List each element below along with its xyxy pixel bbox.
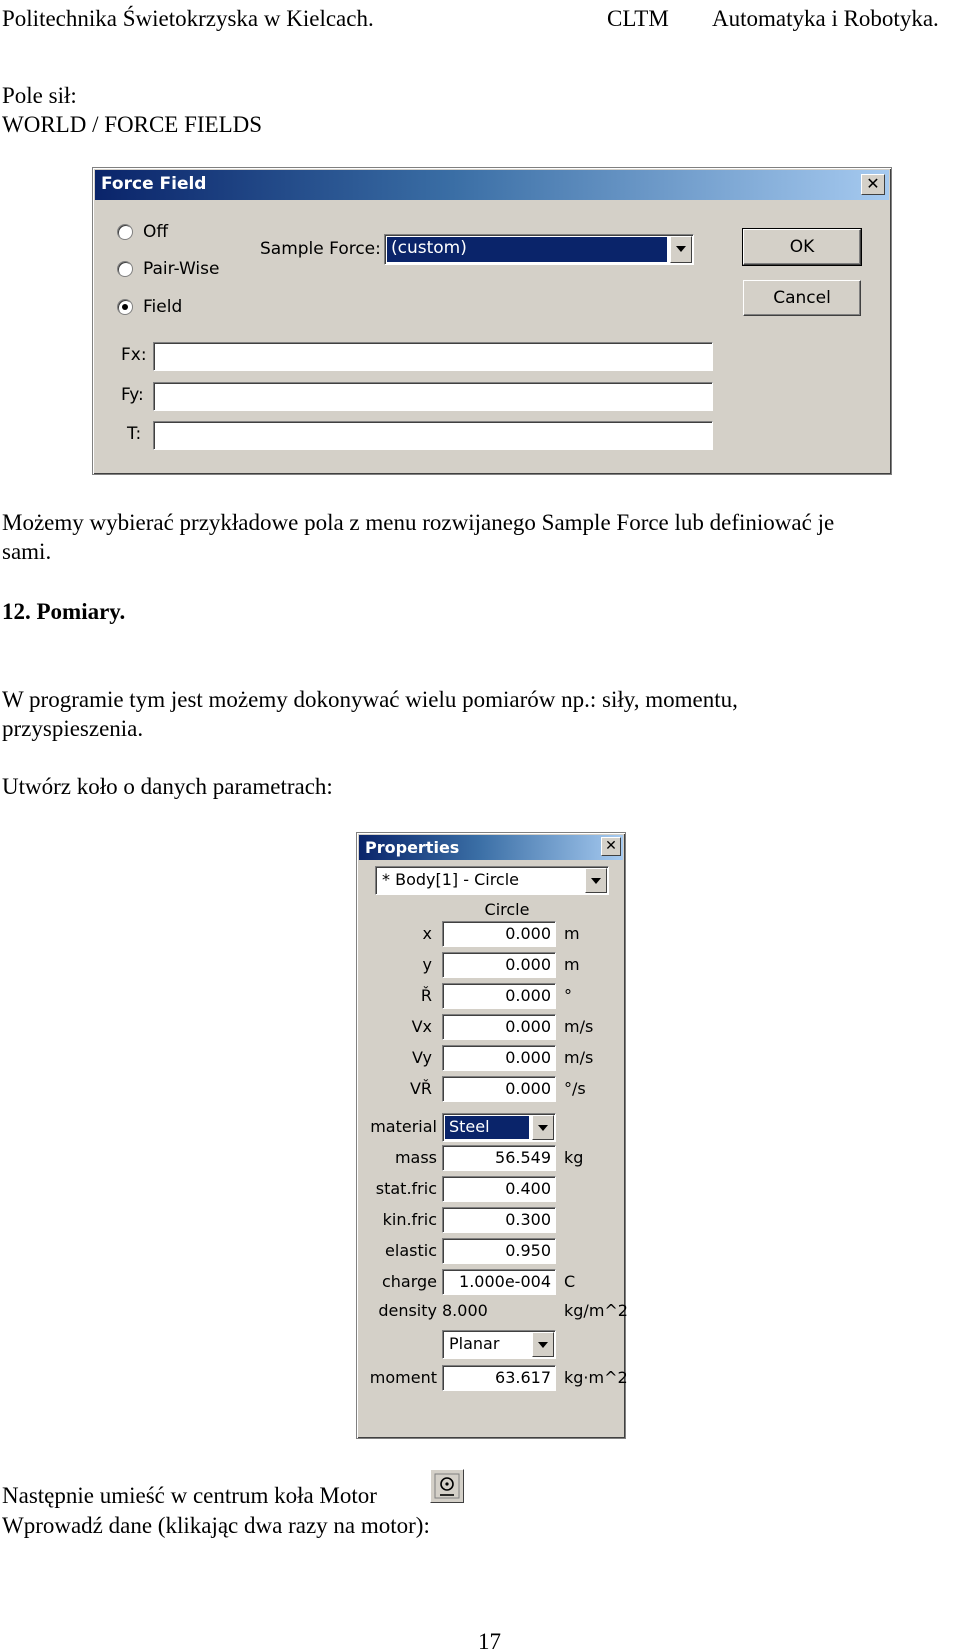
prop-field-moment[interactable]: 63.617	[442, 1365, 556, 1391]
prop-unit-moment: kg·m^2	[564, 1368, 628, 1387]
prop-field-elastic[interactable]: 0.950	[442, 1238, 556, 1264]
section-heading-pomiary: 12. Pomiary.	[2, 599, 126, 624]
prop-label-material: material	[370, 1117, 437, 1136]
intro-menu-path: WORLD / FORCE FIELDS	[2, 112, 263, 137]
radio-off-label: Off	[143, 222, 169, 242]
planar-value: Planar	[449, 1334, 500, 1353]
properties-title: Properties	[365, 838, 460, 857]
sample-force-select[interactable]	[384, 234, 694, 265]
material-select[interactable]	[442, 1113, 556, 1142]
prop-label-mass: mass	[394, 1148, 437, 1167]
page-number: 17	[478, 1629, 501, 1652]
intro-force-field-label: Pole sił:	[2, 83, 77, 108]
paragraph-measurements-line1: W programie tym jest możemy dokonywać wielu pomiarów np.: siły, momentu,	[2, 687, 738, 712]
prop-unit-charge: C	[564, 1272, 576, 1291]
cancel-button[interactable]: Cancel	[743, 280, 861, 316]
fx-label: Fx:	[121, 345, 147, 365]
radio-field-label: Field	[143, 297, 183, 317]
force-field-dialog	[92, 167, 892, 475]
prop-label-density: density	[378, 1301, 437, 1320]
properties-panel	[356, 832, 626, 1439]
prop-unit-angle: °	[564, 986, 572, 1005]
prop-field-angular-velocity[interactable]: 0.000	[442, 1076, 556, 1102]
prop-field-angle[interactable]: 0.000	[442, 983, 556, 1009]
chevron-down-icon[interactable]	[670, 236, 692, 263]
close-icon[interactable]: ✕	[861, 174, 885, 195]
sample-force-label: Sample Force:	[260, 239, 381, 259]
prop-label-angular-velocity: VŘ	[409, 1079, 432, 1098]
properties-titlebar	[359, 835, 623, 860]
body-select[interactable]	[375, 866, 609, 895]
radio-pairwise[interactable]	[117, 261, 133, 277]
prop-unit-density: kg/m^2	[564, 1301, 628, 1320]
prop-unit-y: m	[564, 955, 580, 974]
paragraph-motor-line1	[2, 1481, 442, 1510]
header-cltm: CLTM	[607, 6, 669, 31]
prop-unit-x: m	[564, 924, 580, 943]
prop-label-y: y	[422, 955, 432, 974]
material-value: Steel	[445, 1116, 529, 1139]
chevron-down-icon[interactable]	[532, 1332, 554, 1357]
prop-label-stat-fric: stat.fric	[375, 1179, 437, 1198]
t-label: T:	[127, 424, 142, 444]
paragraph-create-circle: Utwórz koło o danych parametrach:	[2, 774, 333, 799]
prop-field-y[interactable]: 0.000	[442, 952, 556, 978]
prop-unit-angular-velocity: °/s	[564, 1079, 586, 1098]
prop-label-charge: charge	[381, 1272, 437, 1291]
header-department: Automatyka i Robotyka.	[712, 6, 939, 31]
prop-label-vx: Vx	[411, 1017, 432, 1036]
body-select-value: * Body[1] - Circle	[382, 870, 520, 889]
prop-label-vy: Vy	[412, 1048, 432, 1067]
force-field-title: Force Field	[101, 174, 207, 194]
chevron-down-icon[interactable]	[585, 868, 607, 893]
sample-force-value: (custom)	[387, 237, 667, 262]
force-field-titlebar	[95, 170, 889, 200]
prop-label-moment: moment	[369, 1368, 437, 1387]
prop-field-charge[interactable]: 1.000e-004	[442, 1269, 556, 1295]
header-institution: Politechnika Świetokrzyska w Kielcach.	[2, 6, 374, 31]
chevron-down-icon[interactable]	[532, 1115, 554, 1140]
prop-field-x[interactable]: 0.000	[442, 921, 556, 947]
prop-label-elastic: elastic	[385, 1241, 437, 1260]
section-label-circle: Circle	[484, 900, 530, 919]
prop-label-angle: Ř	[420, 986, 432, 1005]
prop-unit-mass: kg	[564, 1148, 584, 1167]
paragraph-sample-force-line1: Możemy wybierać przykładowe pola z menu rozwijanego Sample Force lub definiować je	[2, 510, 835, 535]
prop-field-stat-fric[interactable]: 0.400	[442, 1176, 556, 1202]
paragraph-sample-force-line2: sami.	[2, 539, 52, 564]
t-input[interactable]	[153, 421, 713, 450]
prop-field-kin-fric[interactable]: 0.300	[442, 1207, 556, 1233]
prop-unit-vy: m/s	[564, 1048, 594, 1067]
paragraph-measurements-line2: przyspieszenia.	[2, 716, 144, 741]
fy-label: Fy:	[121, 385, 144, 405]
fx-input[interactable]	[153, 342, 713, 371]
radio-pairwise-label: Pair-Wise	[143, 259, 220, 279]
radio-field[interactable]	[117, 299, 133, 315]
ok-button[interactable]: OK	[743, 229, 861, 265]
planar-select[interactable]	[442, 1330, 556, 1359]
prop-field-vy[interactable]: 0.000	[442, 1045, 556, 1071]
paragraph-motor-text: Następnie umieść w centrum koła Motor	[2, 1483, 377, 1508]
motor-icon	[430, 1469, 464, 1503]
prop-field-mass[interactable]: 56.549	[442, 1145, 556, 1171]
close-icon[interactable]: ✕	[601, 837, 621, 856]
prop-label-kin-fric: kin.fric	[382, 1210, 437, 1229]
prop-unit-vx: m/s	[564, 1017, 594, 1036]
radio-off[interactable]	[117, 224, 133, 240]
prop-field-vx[interactable]: 0.000	[442, 1014, 556, 1040]
fy-input[interactable]	[153, 382, 713, 411]
prop-value-density: 8.000	[442, 1301, 488, 1320]
prop-label-x: x	[422, 924, 432, 943]
paragraph-motor-line2: Wprowadź dane (klikając dwa razy na motor):	[2, 1513, 430, 1538]
